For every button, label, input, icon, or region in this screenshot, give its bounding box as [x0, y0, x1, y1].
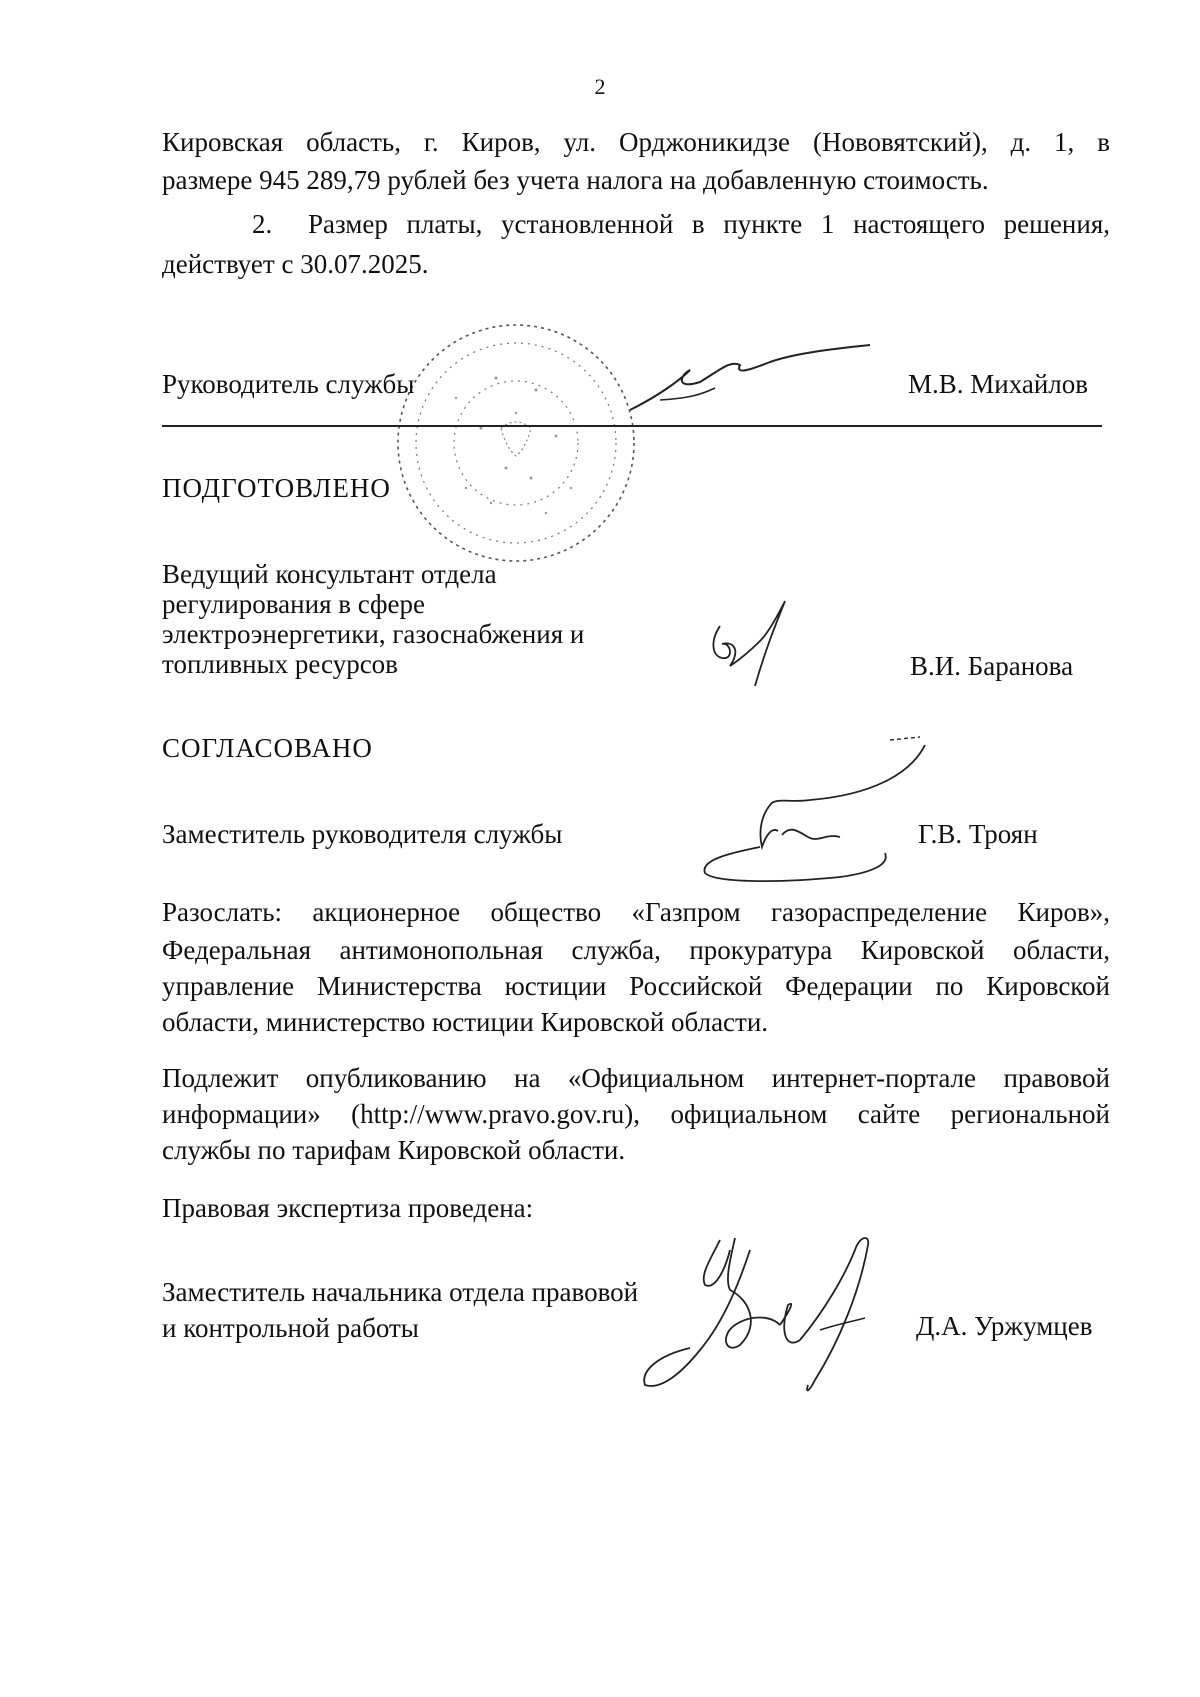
- paragraph-2-line-1: Размер платы, установленной в пункте 1 настоящего решения,: [308, 209, 1110, 239]
- agreed-name: Г.В. Троян: [918, 819, 1038, 849]
- distribution-line-3: управление Министерства юстиции Российской Федерации по Кировской: [162, 971, 1110, 1001]
- head-position: Руководитель службы: [162, 369, 415, 399]
- publication-line-2: информации» (http://www.pravo.gov.ru), официальном сайте региональной: [162, 1099, 1110, 1129]
- head-name: М.В. Михайлов: [908, 369, 1089, 399]
- distribution-line-4: области, министерство юстиции Кировской области.: [162, 1007, 769, 1037]
- paragraph-1-line-1: Кировская область, г. Киров, ул. Орджоникидзе (Нововятский), д. 1, в: [162, 127, 1110, 157]
- publication-line-3: службы по тарифам Кировской области.: [162, 1135, 626, 1165]
- paragraph-2-line-2: действует с 30.07.2025.: [162, 249, 429, 279]
- distribution-line-1: Разослать: акционерное общество «Газпром газораспределение Киров»,: [162, 897, 1110, 927]
- prepared-position-line-4: топливных ресурсов: [162, 649, 398, 679]
- signature-divider: [162, 425, 1102, 427]
- legal-review-heading: Правовая экспертиза проведена:: [162, 1193, 534, 1223]
- agreed-handwritten-signature: [690, 735, 930, 885]
- distribution-line-2: Федеральная антимонопольная служба, прокуратура Кировской области,: [162, 935, 1110, 965]
- head-handwritten-signature: [620, 340, 880, 420]
- prepared-heading: ПОДГОТОВЛЕНО: [162, 473, 391, 503]
- paragraph-2-number: 2.: [252, 209, 273, 239]
- prepared-position-line-3: электроэнергетики, газоснабжения и: [162, 619, 585, 649]
- publication-line-1: Подлежит опубликованию на «Официальном интернет-портале правовой: [162, 1063, 1110, 1093]
- prepared-name: В.И. Баранова: [910, 651, 1074, 681]
- paragraph-1-line-2: размере 945 289,79 рублей без учета налога на добавленную стоимость.: [162, 165, 989, 195]
- prepared-position-line-2: регулирования в сфере: [162, 589, 426, 619]
- legal-review-position-line-2: и контрольной работы: [162, 1313, 419, 1343]
- prepared-handwritten-signature: [700, 596, 800, 696]
- legal-review-position-line-1: Заместитель начальника отдела правовой: [162, 1277, 639, 1307]
- page-number: 2: [594, 74, 606, 99]
- legal-review-name: Д.А. Уржумцев: [916, 1311, 1093, 1341]
- prepared-position-line-1: Ведущий консультант отдела: [162, 559, 497, 589]
- legal-review-handwritten-signature: [640, 1230, 910, 1400]
- agreed-position: Заместитель руководителя службы: [162, 819, 563, 849]
- agreed-heading: СОГЛАСОВАНО: [162, 733, 373, 763]
- official-seal-stamp: [386, 318, 646, 568]
